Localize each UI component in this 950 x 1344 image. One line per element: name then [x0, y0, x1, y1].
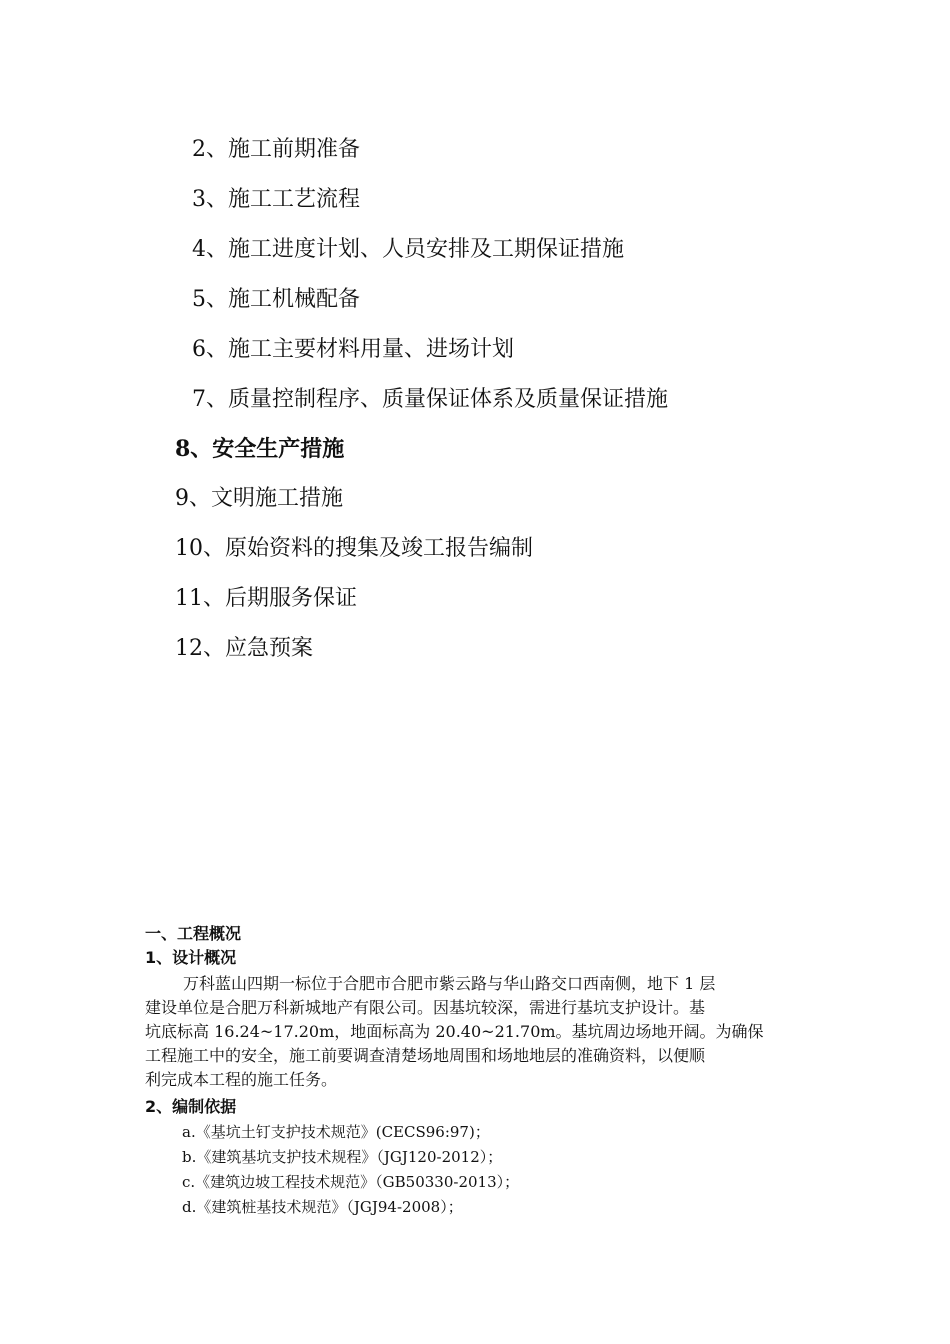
reference-item: d.《建筑桩基技术规范》（JGJ94-2008）；	[182, 1198, 463, 1216]
reference-item: b.《建筑基坑支护技术规程》（JGJ120-2012）；	[182, 1148, 503, 1166]
toc-item: 4、施工进度计划、人员安排及工期保证措施	[192, 237, 624, 262]
toc-item: 5、施工机械配备	[192, 287, 360, 312]
section-heading: 一、工程概况	[145, 924, 242, 943]
toc-item: 12、应急预案	[175, 636, 313, 661]
toc-item: 2、施工前期准备	[192, 137, 360, 162]
paragraph-line: 利完成本工程的施工任务。	[145, 1070, 338, 1089]
reference-item: a.《基坑土钉支护技术规范》(CECS96:97)；	[182, 1123, 490, 1141]
toc-item: 11、后期服务保证	[175, 586, 357, 611]
toc-item: 7、质量控制程序、质量保证体系及质量保证措施	[192, 387, 668, 412]
toc-item: 3、施工工艺流程	[192, 187, 360, 212]
design-overview-paragraph	[145, 972, 810, 1092]
paragraph-line: 万科蓝山四期一标位于合肥市合肥市紫云路与华山路交口西南侧，地下 1 层	[183, 974, 716, 993]
subsection-heading: 2、编制依据	[145, 1097, 237, 1116]
subsection-heading: 1、设计概况	[145, 948, 237, 967]
paragraph-line: 工程施工中的安全，施工前要调查清楚场地周围和场地地层的准确资料，以便顺	[145, 1046, 706, 1065]
paragraph-line: 建设单位是合肥万科新城地产有限公司。因基坑较深，需进行基坑支护设计。基	[145, 998, 706, 1017]
reference-item: c.《建筑边坡工程技术规范》（GB50330-2013）；	[182, 1173, 520, 1191]
toc-item: 6、施工主要材料用量、进场计划	[192, 337, 514, 362]
paragraph-line: 坑底标高 16.24~17.20m，地面标高为 20.40~21.70m。基坑周边场地开阔。为确保	[145, 1022, 764, 1041]
toc-item: 10、原始资料的搜集及竣工报告编制	[175, 536, 533, 561]
toc-item: 9、文明施工措施	[175, 486, 343, 511]
toc-item: 8、安全生产措施	[175, 436, 345, 462]
